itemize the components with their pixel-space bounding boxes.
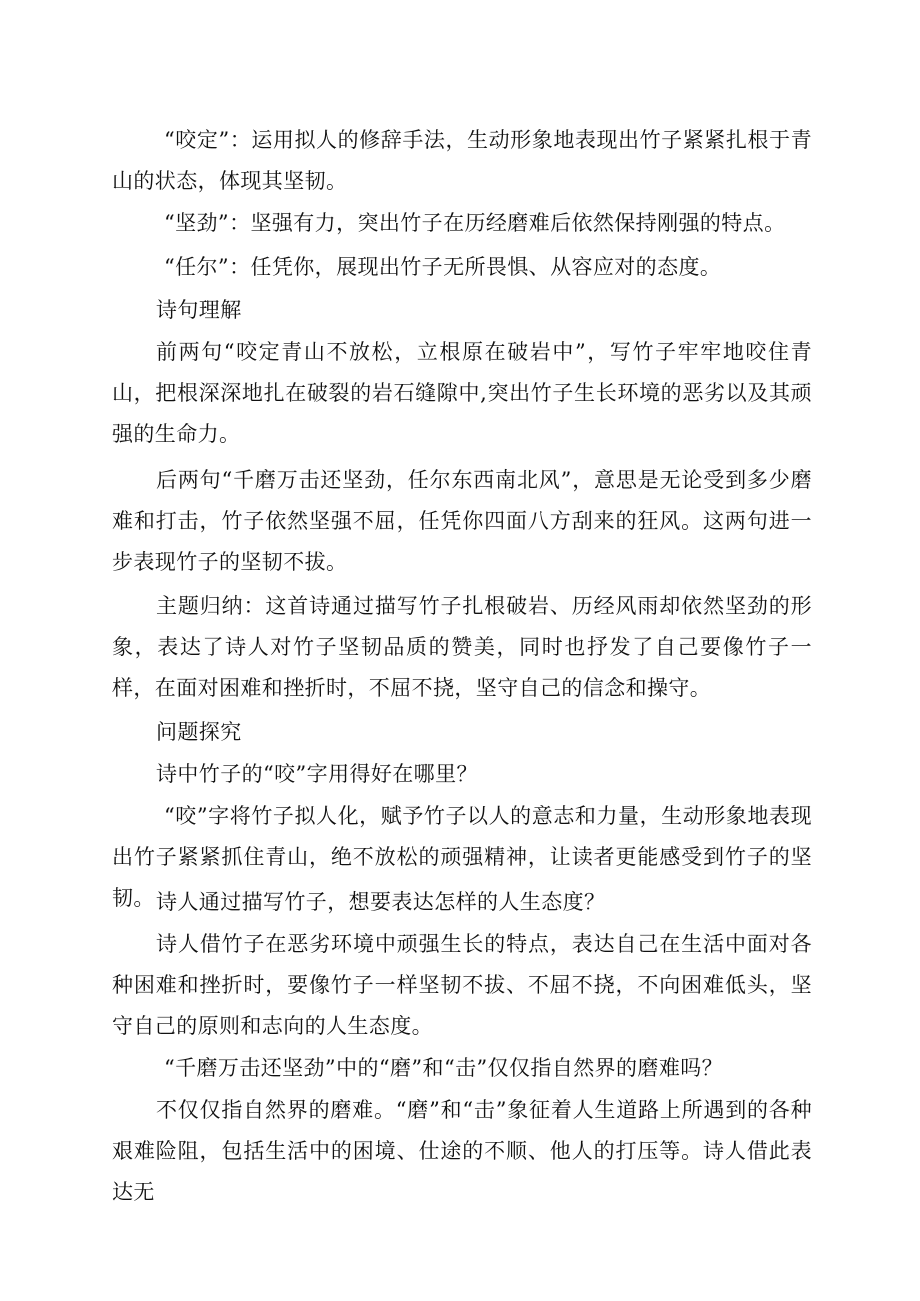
paragraph-last-two-lines: 后两句“千磨万击还坚劲，任尔东西南北风”，意思是无论受到多少磨难和打击，竹子依然坚强不屈，任凭你四面八方刮来的狂风。这两句进一步表现竹子的坚韧不拔。 bbox=[112, 468, 812, 574]
paragraph-ren-er: “任尔”：任凭你，展现出竹子无所畏惧、从容应对的态度。 bbox=[164, 255, 722, 279]
paragraph-first-two-lines: 前两句“咬定青山不放松，立根原在破岩中”，写竹子牢牢地咬住青山，把根深深地扎在破裂的岩石缝隙中,突出竹子生长环境的恶劣以及其顽强的生命力。 bbox=[112, 340, 812, 446]
question-grind-strike: “千磨万击还坚劲”中的“磨”和“击”仅仅指自然界的磨难吗？ bbox=[164, 1056, 724, 1080]
section-heading-inquiry: 问题探究 bbox=[156, 720, 242, 744]
paragraph-yaoding: “咬定”：运用拟人的修辞手法，生动形象地表现出竹子紧紧扎根于青山的状态，体现其坚韧。 bbox=[112, 128, 812, 193]
question-life-attitude: 诗人通过描写竹子，想要表达怎样的人生态度？ bbox=[156, 890, 606, 914]
paragraph-theme-summary: 主题归纳：这首诗通过描写竹子扎根破岩、历经风雨却依然坚劲的形象，表达了诗人对竹子坚韧品质的赞美，同时也抒发了自己要像竹子一样，在面对困难和挫折时，不屈不挠，坚守自己的信念和操守。 bbox=[112, 594, 812, 700]
answer-life-attitude: 诗人借竹子在恶劣环境中顽强生长的特点，表达自己在生活中面对各种困难和挫折时，要像竹子一样坚韧不拔、不屈不挠，不向困难低头，坚守自己的原则和志向的人生态度。 bbox=[112, 932, 812, 1038]
section-heading-understanding: 诗句理解 bbox=[156, 298, 242, 322]
answer-bite-word: “咬”字将竹子拟人化，赋予竹子以人的意志和力量，生动形象地表现出竹子紧紧抓住青山，绝不放松的顽强精神，让读者更能感受到竹子的坚韧。 bbox=[112, 804, 812, 910]
answer-grind-strike: 不仅仅指自然界的磨难。“磨”和“击”象征着人生道路上所遇到的各种艰难险阻，包括生活中的困境、仕途的不顺、他人的打压等。诗人借此表达无 bbox=[112, 1098, 812, 1204]
paragraph-jianjin: “坚劲”：坚强有力，突出竹子在历经磨难后依然保持刚强的特点。 bbox=[164, 211, 786, 235]
question-bite-word: 诗中竹子的“咬”字用得好在哪里？ bbox=[156, 762, 478, 786]
